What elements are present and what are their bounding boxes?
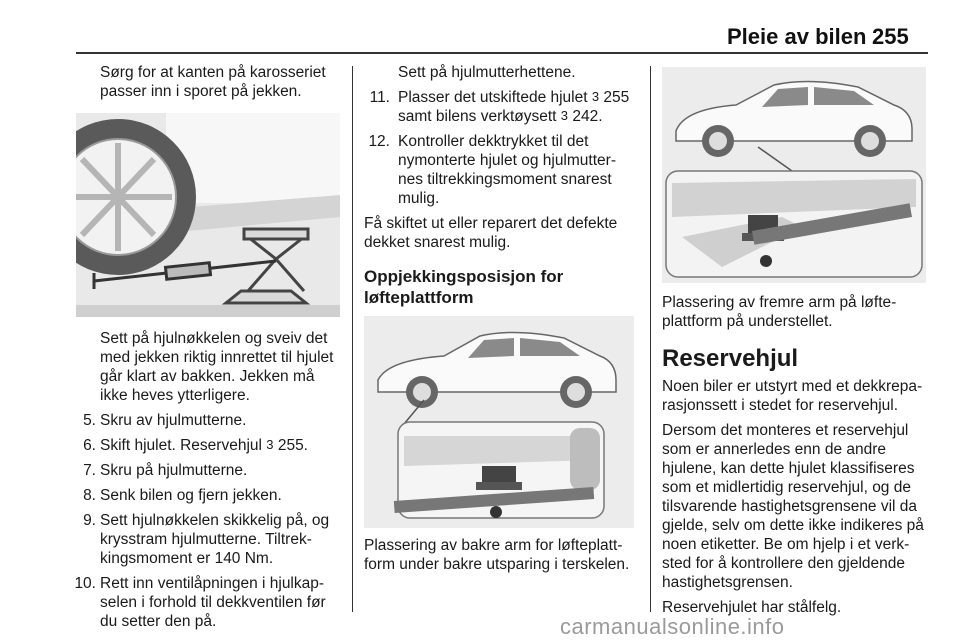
- step-number: 10.: [74, 575, 96, 592]
- after-image-paragraph: Sett på hjulnøkkelen og sveiv det med jekken riktig innrettet til hjulet går klart av bakken. Jekken må ikke heves ytterligere.: [100, 330, 334, 404]
- step-text: Plasser det utskiftede hjulet: [398, 89, 592, 106]
- column-divider-left: [352, 66, 353, 612]
- reference-arrow-icon: 3: [266, 437, 274, 452]
- right-column: [662, 63, 928, 623]
- list-item: [76, 511, 340, 568]
- step-text: Skift hjulet. Reservehjul: [100, 437, 267, 454]
- step-text: Sett hjulnøkkelen skikkelig på, og krysstram hjulmutterne. Tiltrekkingsmoment er 140 Nm.: [100, 512, 330, 567]
- steps-list: [76, 411, 340, 631]
- watermark: carmanualsonline.info: [560, 614, 785, 639]
- step-number: 5.: [83, 412, 96, 429]
- step-text: Skru av hjulmutterne.: [100, 412, 247, 429]
- step-number: 7.: [83, 462, 96, 479]
- spare-paragraph-2: Dersom det monteres et reservehjul som er annerledes enn de andre hjulene, kan dette hjulet klassifiseres som et midlertidig reservehjul, og de tilsvarende hastighetsgrensene vil da gjelde, selv om dette ikke indikeres på noen etiketter. Be om hjelp i et verksted for å kontrollere den gjeldende hastighetsgrensen.: [662, 422, 924, 591]
- column-divider-right: [650, 66, 651, 612]
- subheading: Oppjekkingsposisjon for løfteplattform: [364, 267, 564, 307]
- header-rule: [76, 52, 928, 54]
- left-column: [76, 63, 340, 637]
- car-jack-illustration-icon: [76, 113, 340, 317]
- step-number: 8.: [83, 487, 96, 504]
- list-item: [76, 461, 340, 480]
- step-text: Senk bilen og fjern jekken.: [100, 487, 282, 504]
- page-reference-link[interactable]: 255 samt bilens verktøysett: [398, 89, 630, 125]
- front-illustration-caption: Plassering av fremre arm på løfteplattform på understellet.: [662, 294, 897, 330]
- rear-illustration-caption: Plassering av bakre arm for løfteplattform under bakre utsparing i terskelen.: [364, 537, 630, 573]
- section-title: Reservehjul: [662, 345, 799, 372]
- list-item: [76, 436, 340, 455]
- note-paragraph: Få skiftet ut eller reparert det defekte dekket snarest mulig.: [364, 215, 618, 251]
- rear-lift-point-illustration-icon: [364, 316, 634, 528]
- intro-paragraph: Sørg for at kanten på karosseriet passer inn i sporet på jekken.: [100, 64, 326, 100]
- page-number: 255: [872, 24, 909, 49]
- list-item: [76, 574, 340, 631]
- page-reference-link[interactable]: 255.: [273, 437, 308, 454]
- reference-arrow-icon: 3: [591, 89, 600, 104]
- step-number: 9.: [83, 512, 96, 529]
- step-number: 11.: [369, 89, 390, 106]
- step-number: 6.: [83, 437, 96, 454]
- middle-column: [364, 63, 634, 580]
- reference-arrow-icon: 3: [560, 108, 569, 123]
- list-item: [364, 88, 634, 126]
- step-text: Skru på hjulmutterne.: [100, 462, 248, 479]
- page-reference-link[interactable]: 242.: [568, 108, 603, 125]
- spare-paragraph-3: Reservehjulet har stålfelg.: [662, 599, 842, 616]
- continuation-paragraph: Sett på hjulmutterhettene.: [398, 64, 576, 81]
- spare-paragraph-1: Noen biler er utstyrt med et dekkreparasjonssett i stedet for reservehjul.: [662, 378, 923, 414]
- list-item: [76, 486, 340, 505]
- step-text: Rett inn ventilåpningen i hjulkapselen i forhold til dekkventilen før du setter den på.: [100, 575, 326, 630]
- step-text: Kontroller dekktrykket til det nymonterte hjulet og hjulmutternes tiltrekkingsmoment snarest mulig.: [398, 133, 616, 207]
- front-lift-point-illustration-icon: [662, 67, 928, 283]
- step-number: 12.: [368, 133, 390, 150]
- page-title: Pleie av bilen: [727, 24, 867, 49]
- list-item: [364, 132, 634, 208]
- list-item: [76, 411, 340, 430]
